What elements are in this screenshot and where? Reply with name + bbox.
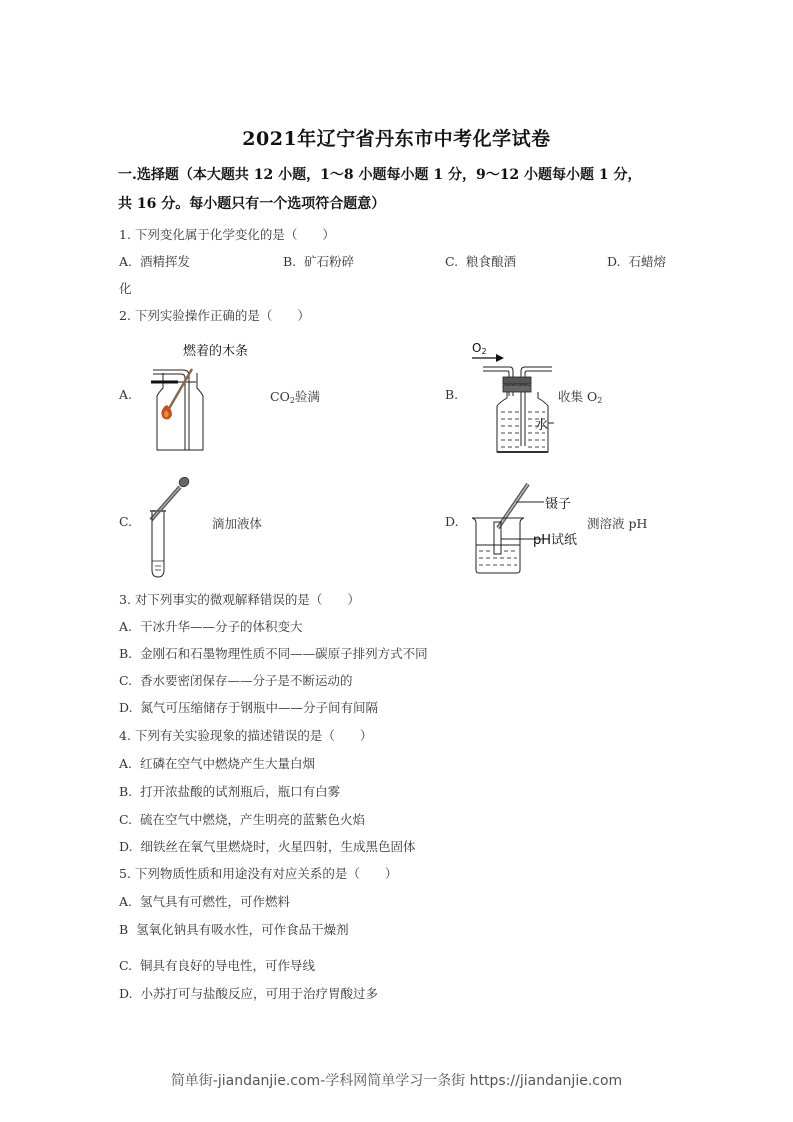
question-4-stem: 4. 下列有关实验现象的描述错误的是（ ） (119, 728, 373, 743)
question-5-stem: 5. 下列物质性质和用途没有对应关系的是（ ） (119, 866, 398, 881)
option-label: D. (119, 700, 133, 715)
caption-main: CO (270, 389, 290, 404)
gas-symbol: O (472, 341, 482, 355)
option-label: B. (283, 254, 297, 269)
gas-subscript: 2 (481, 347, 487, 356)
option-label: D. (607, 254, 621, 269)
dropper-test-tube-apparatus (140, 474, 200, 579)
option-text: 粮食酿酒 (466, 254, 517, 269)
question-3-stem: 3. 对下列事实的微观解释错误的是（ ） (119, 592, 360, 607)
question-5-option-b (119, 920, 349, 938)
page-title: 2021年辽宁省丹东市中考化学试卷 (242, 128, 551, 150)
question-3-option-d (119, 698, 378, 716)
option-text: 氢氧化钠具有吸水性，可作食品干燥剂 (136, 922, 349, 937)
question-3-option-c (119, 671, 353, 689)
question-3-option-a (119, 617, 302, 635)
question-1-option-b (283, 252, 354, 270)
option-label: C. (119, 812, 133, 827)
ph-paper-label: pH试纸 (533, 533, 578, 548)
question-1-option-d (607, 252, 666, 270)
option-text: 铜具有良好的导电性，可作导线 (140, 958, 316, 973)
caption-main: 收集 O (558, 389, 598, 404)
option-text: 硫在空气中燃烧，产生明亮的蓝紫色火焰 (140, 812, 366, 827)
question-2-option-a-label: A. (119, 387, 133, 402)
option-text: 香水要密闭保存——分子是不断运动的 (140, 673, 353, 688)
option-label: A. (119, 894, 133, 909)
option-text: 干冰升华——分子的体积变大 (139, 619, 303, 634)
question-4-option-d (119, 837, 416, 855)
caption-tail: 验满 (294, 389, 320, 404)
question-1-option-d-wrap: 化 (119, 281, 132, 296)
question-5-option-d (119, 984, 378, 1002)
option-label: C. (445, 254, 459, 269)
option-label: A. (119, 619, 133, 634)
burning-splint-label: 燃着的木条 (183, 344, 249, 359)
option-text: 小苏打可与盐酸反应，可用于治疗胃酸过多 (140, 986, 379, 1001)
question-2-option-d-label: D. (445, 514, 459, 529)
co2-check-apparatus (145, 360, 215, 455)
option-label: D. (119, 986, 133, 1001)
option-text: 打开浓盐酸的试剂瓶后，瓶口有白雾 (140, 784, 341, 799)
option-text: 氢气具有可燃性，可作燃料 (139, 894, 290, 909)
caption-sub: 2 (289, 396, 295, 405)
option-text: 金刚石和石墨物理性质不同——碳原子排列方式不同 (140, 646, 428, 661)
caption-sub: 2 (597, 396, 603, 405)
question-4-option-b (119, 782, 340, 800)
question-5-option-c (119, 956, 315, 974)
question-2-option-a-caption (270, 387, 320, 405)
question-1-stem: 1. 下列变化属于化学变化的是（ ） (119, 227, 335, 242)
option-text: 细铁丝在氧气里燃烧时，火星四射，生成黑色固体 (140, 839, 416, 854)
question-2-option-d-caption: 测溶液 pH (587, 516, 648, 531)
option-label: A. (119, 756, 133, 771)
question-1-option-a (119, 252, 190, 270)
water-label: 水 (535, 418, 549, 433)
question-2-stem: 2. 下列实验操作正确的是（ ） (119, 308, 310, 323)
option-text: 矿石粉碎 (304, 254, 355, 269)
section-heading-line1: 一.选择题（本大题共 12 小题，1～8 小题每小题 1 分，9～12 小题每小题 1 分， (118, 167, 642, 183)
o2-collection-apparatus (470, 350, 560, 455)
option-text: 氮气可压缩储存于钢瓶中——分子间有间隔 (140, 700, 379, 715)
section-heading-line2: 共 16 分。每小题只有一个选项符合题意） (118, 196, 386, 212)
question-1-option-c (445, 252, 516, 270)
option-label: B. (119, 646, 133, 661)
tweezers-label: 镊子 (545, 497, 572, 512)
question-3-option-b (119, 644, 428, 662)
question-2-option-c-caption: 滴加液体 (212, 516, 263, 531)
ph-measure-apparatus (468, 478, 548, 578)
option-label: B. (119, 784, 133, 799)
footer-watermark: 简单街-jiandanjie.com-学科网简单学习一条街 https://jiandanjie.com (170, 1073, 623, 1089)
question-2-option-c-label: C. (119, 514, 133, 529)
question-5-option-a (119, 892, 290, 910)
option-label: C. (119, 958, 133, 973)
option-text: 红磷在空气中燃烧产生大量白烟 (139, 756, 315, 771)
question-2-option-b-label: B. (445, 387, 459, 402)
question-4-option-a (119, 754, 315, 772)
question-2-option-b-caption (558, 387, 602, 405)
option-text: 石蜡熔 (628, 254, 667, 269)
option-label: D. (119, 839, 133, 854)
option-label: C. (119, 673, 133, 688)
option-label: B (119, 922, 129, 937)
option-label: A. (119, 254, 133, 269)
option-text: 酒精挥发 (139, 254, 190, 269)
question-4-option-c (119, 810, 365, 828)
